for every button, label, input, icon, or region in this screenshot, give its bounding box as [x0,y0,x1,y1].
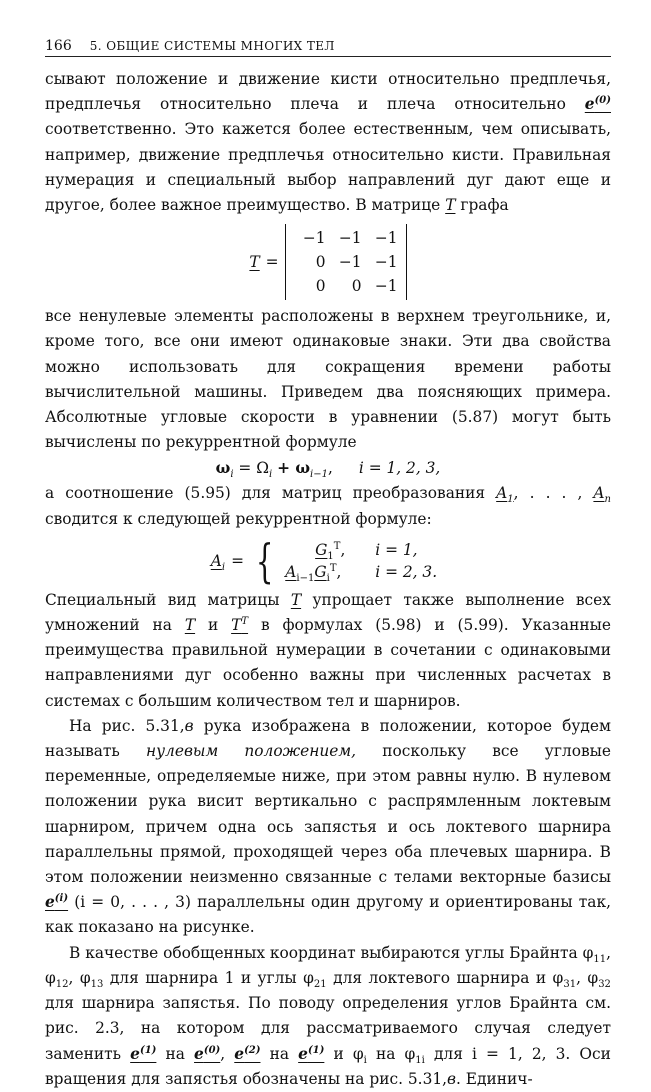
matrix-lhs: T [249,253,260,272]
paragraph-2: все ненулевые элементы расположены в верхнем треугольнике, и, кроме того, все они имеют одинаковые знаки. Эти два свойства можно использовать для сокращения времени работы вычислительной машины. Приведем два поясняющих примера. Абсолютные угловые скорости в уравнении (5.87) могут быть вычислены по рекуррентной формуле [45,307,611,452]
cases-equation: $A_i$ = { $G_1^T$, i = 1, $A_{i-1}G_i^T$, i = 2, 3. [210,533,438,588]
page-header [45,38,611,57]
paragraph-6: В качестве обобщенных координат выбираются углы Брайнта $\varphi_{11}$, $\varphi_{12}$, $\varphi_{13}$ для шарнира 1 и углы $\varphi_{21}$ для локтевого шарнира и $\varphi_{31}$, $\varphi_{32}$ для шарнира запястья. По поводу определения углов Брайнта см. рис. 2.3, на котором для рассматриваемого случая следует заменить $e^{(1)}$ на $e^{(0)}$, $e^{(2)}$ на $e^{(1)}$ и $\varphi_i$ на $\varphi_{1i}$ для i = 1, 2, 3. Оси вращения для запястья обозначены на рис. 5.31,в. Единич- [45,943,611,1088]
page [45,38,611,1092]
paragraph-3: а соотношение (5.95) для матриц преобразования $A_1$, . . . , $A_n$ сводится к следующей рекуррентной формуле: [45,484,611,528]
paragraph-4: Специальный вид матрицы T упрощает также выполнение всех умножений на T и $T^T$ в формулах (5.98) и (5.99). Указанные преимущества правильной нумерации в сочетании с одинаковыми направлениями дуг особенно важны при численных расчетах в системах с большим количеством тел и шарниров. [45,590,611,710]
matrix-cell: −1 [302,229,326,248]
matrix-cell: 0 [351,277,362,296]
page-number: 166 [45,38,72,54]
vector-e0: $e^{(0)}$ [584,95,611,114]
chapter-title: 5. ОБЩИЕ СИСТЕМЫ МНОГИХ ТЕЛ [89,39,335,53]
paragraph-5: На рис. 5.31,в рука изображена в положении, которое будем называть нулевым положением, поскольку все угловые переменные, определяемые ниже, при этом равны нулю. В нулевом положении рука висит вертикально с распрямленным локтевым шарниром, причем одна ось запястья и ось локтевого шарнира параллельны прямой, проходящей через оба плечевых шарнира. В этом положении неизменно связанные с телами векторные базисы $e^{(i)}$ (i = 0, . . . , 3) параллельны один другому и ориентированы так, как показано на рисунке. [45,716,611,937]
matrix-equals: = [265,253,279,272]
left-brace: { [255,533,274,588]
matrix-cell: −1 [338,253,362,272]
matrix-T [285,224,407,300]
matrix-cell: −1 [374,277,398,296]
matrix-cell: 0 [315,277,326,296]
matrix-T-symbol: T [445,196,456,215]
paragraph-1: сывают положение и движение кисти относительно предплечья, предплечья относительно плеча и плеча относительно $e^{(0)}$ соответственно. Это кажется более естественным, чем описывать, например, движение предплечья относительно кисти. Правильная нумерация и специальный выбор направлений дуг дают еще и другое, более важное преимущество. В матрице T графа [45,70,611,215]
matrix-cell: −1 [338,229,362,248]
matrix-equation [45,224,611,300]
matrix-cell: −1 [374,253,398,272]
matrix-cell: 0 [315,253,326,272]
matrix-cell: −1 [374,229,398,248]
omega-equation: $\omega_i = \Omega_i + \omega_{i-1}$, i = 1, 2, 3, [215,459,441,481]
